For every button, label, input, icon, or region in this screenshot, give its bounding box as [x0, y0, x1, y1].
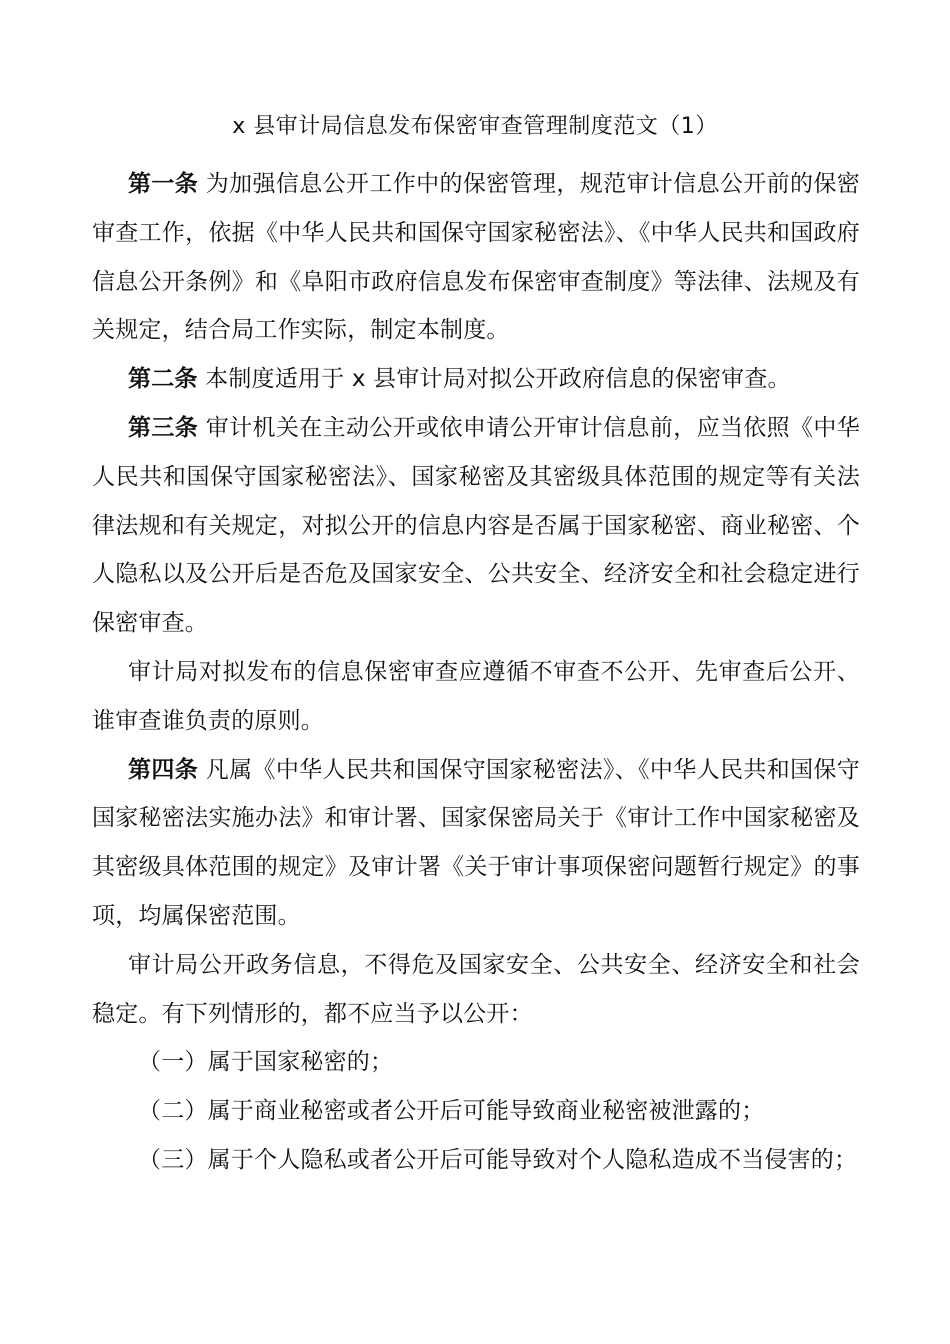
article-label: 第三条: [128, 414, 199, 441]
list-item: [92, 1136, 860, 1185]
paragraph-text: 本制度适用于 x 县审计局对拟公开政府信息的保密审查。: [197, 366, 791, 393]
article-label: 第四条: [128, 756, 199, 783]
article-label: 第二条: [128, 366, 198, 393]
document-title: x 县审计局信息发布保密审查管理制度范文（1）: [232, 114, 718, 139]
document-body: [92, 160, 860, 1185]
paragraph-article-3: [92, 404, 860, 648]
paragraph-article-1: [92, 160, 860, 355]
paragraph-text: 为加强信息公开工作中的保密管理，规范审计信息公开前的保密审查工作，依据《中华人民共和国保守国家秘密法》、《中华人民共和国政府信息公开条例》和《阜阳市政府信息发布保密审查制度》等法律、法规及有关规定，结合局工作实际，制定本制度。: [92, 171, 860, 344]
paragraph-disclosure-rule: [92, 941, 860, 1039]
paragraph-article-2: [92, 355, 860, 404]
paragraph-text: 审计局对拟发布的信息保密审查应遵循不审查不公开、先审查后公开、谁审查谁负责的原则。: [92, 658, 860, 734]
list-item-text: （二）属于商业秘密或者公开后可能导致商业秘密被泄露的；: [138, 1098, 765, 1125]
paragraph-article-4: [92, 746, 860, 941]
list-item-text: （一）属于国家秘密的；: [138, 1049, 394, 1076]
article-label: 第一条: [128, 171, 199, 197]
paragraph-principle: [92, 648, 860, 746]
list-item: [92, 1038, 860, 1087]
paragraph-text: 审计局公开政务信息，不得危及国家安全、公共安全、经济安全和社会稳定。有下列情形的，都不应当予以公开：: [92, 951, 860, 1027]
paragraph-text: 凡属《中华人民共和国保守国家秘密法》、《中华人民共和国保守国家秘密法实施办法》和审计署、国家保密局关于《审计工作中国家秘密及其密级具体范围的规定》及审计署《关于审计事项保密问题暂行规定》的事项，均属保密范围。: [92, 756, 860, 929]
paragraph-text: 审计机关在主动公开或依申请公开审计信息前，应当依照《中华人民共和国保守国家秘密法》、国家秘密及其密级具体范围的规定等有关法律法规和有关规定，对拟公开的信息内容是否属于国家秘密、商业秘密、个人隐私以及公开后是否危及国家安全、公共安全、经济安全和社会稳定进行保密审查。: [92, 414, 860, 637]
list-item-text: （三）属于个人隐私或者公开后可能导致对个人隐私造成不当侵害的；: [138, 1146, 858, 1173]
list-item: [92, 1087, 860, 1136]
